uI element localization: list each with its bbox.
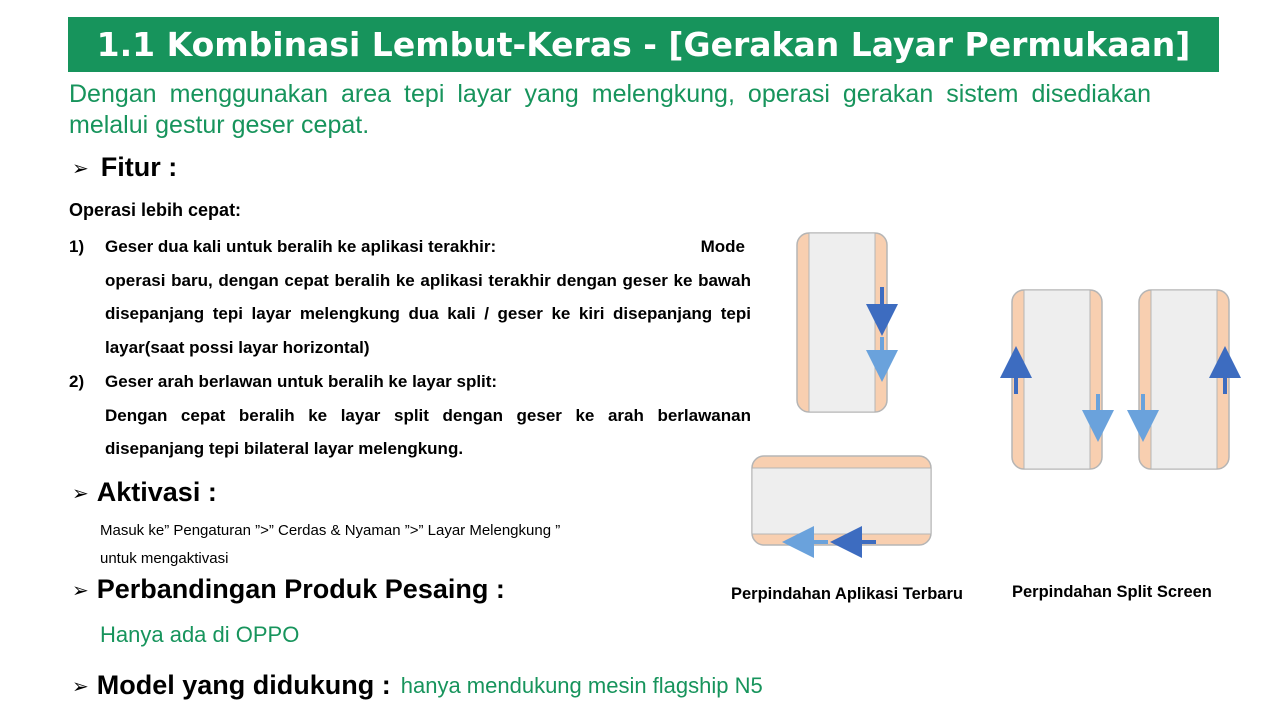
list-item-body: Dengan cepat beralih ke layar split dengan geser ke arah berlawanan disepanjang tepi bilateral layar melengkung.	[105, 405, 751, 458]
arrow-bullet-icon: ➢	[72, 577, 89, 602]
phone-recent-vertical	[797, 233, 887, 412]
list-number: 1)	[69, 237, 85, 256]
slide-title: 1.1 Kombinasi Lembut-Keras - [Gerakan Layar Permukaan]	[68, 17, 1219, 72]
features-heading: ➢ Fitur :	[72, 152, 178, 182]
list-item-head: Geser dua kali untuk beralih ke aplikasi terakhir:	[105, 237, 497, 256]
caption-split-screen: Perpindahan Split Screen	[1012, 583, 1212, 601]
comparison-text: Hanya ada di OPPO	[100, 622, 300, 647]
activation-text: Masuk ke” Pengaturan ”>” Cerdas & Nyaman ”>” Layar Melengkung ” untuk mengaktivasi	[100, 522, 561, 567]
list-item-head: Geser arah berlawan untuk beralih ke layar split:	[105, 372, 498, 391]
phone-split-1	[1012, 290, 1102, 469]
arrow-bullet-icon: ➢	[72, 480, 89, 505]
list-item-body: operasi baru, dengan cepat beralih ke aplikasi terakhir dengan geser ke bawah disepanjang tepi layar melengkung dua kali / geser ke kiri disepanjang tepi layar(saat possi layar horizontal)	[105, 270, 751, 357]
list-number: 2)	[69, 372, 85, 391]
features-subheading: Operasi lebih cepat:	[69, 200, 242, 220]
activation-heading: ➢ Aktivasi :	[72, 477, 217, 507]
list-item-head-tail: Mode	[700, 237, 745, 256]
intro-text: Dengan menggunakan area tepi layar yang melengkung, operasi gerakan sistem disediakan melalui gestur geser cepat.	[69, 80, 1151, 139]
models-heading: ➢ Model yang didukung : hanya mendukung mesin flagship N5	[72, 670, 763, 700]
phone-recent-horizontal	[752, 456, 931, 545]
caption-recent-app: Perpindahan Aplikasi Terbaru	[731, 585, 963, 603]
models-text: hanya mendukung mesin flagship N5	[400, 672, 763, 698]
arrow-bullet-icon: ➢	[72, 673, 89, 698]
phone-split-2	[1139, 290, 1229, 469]
arrow-bullet-icon: ➢	[72, 155, 89, 180]
comparison-heading: ➢ Perbandingan Produk Pesaing :	[72, 574, 505, 604]
